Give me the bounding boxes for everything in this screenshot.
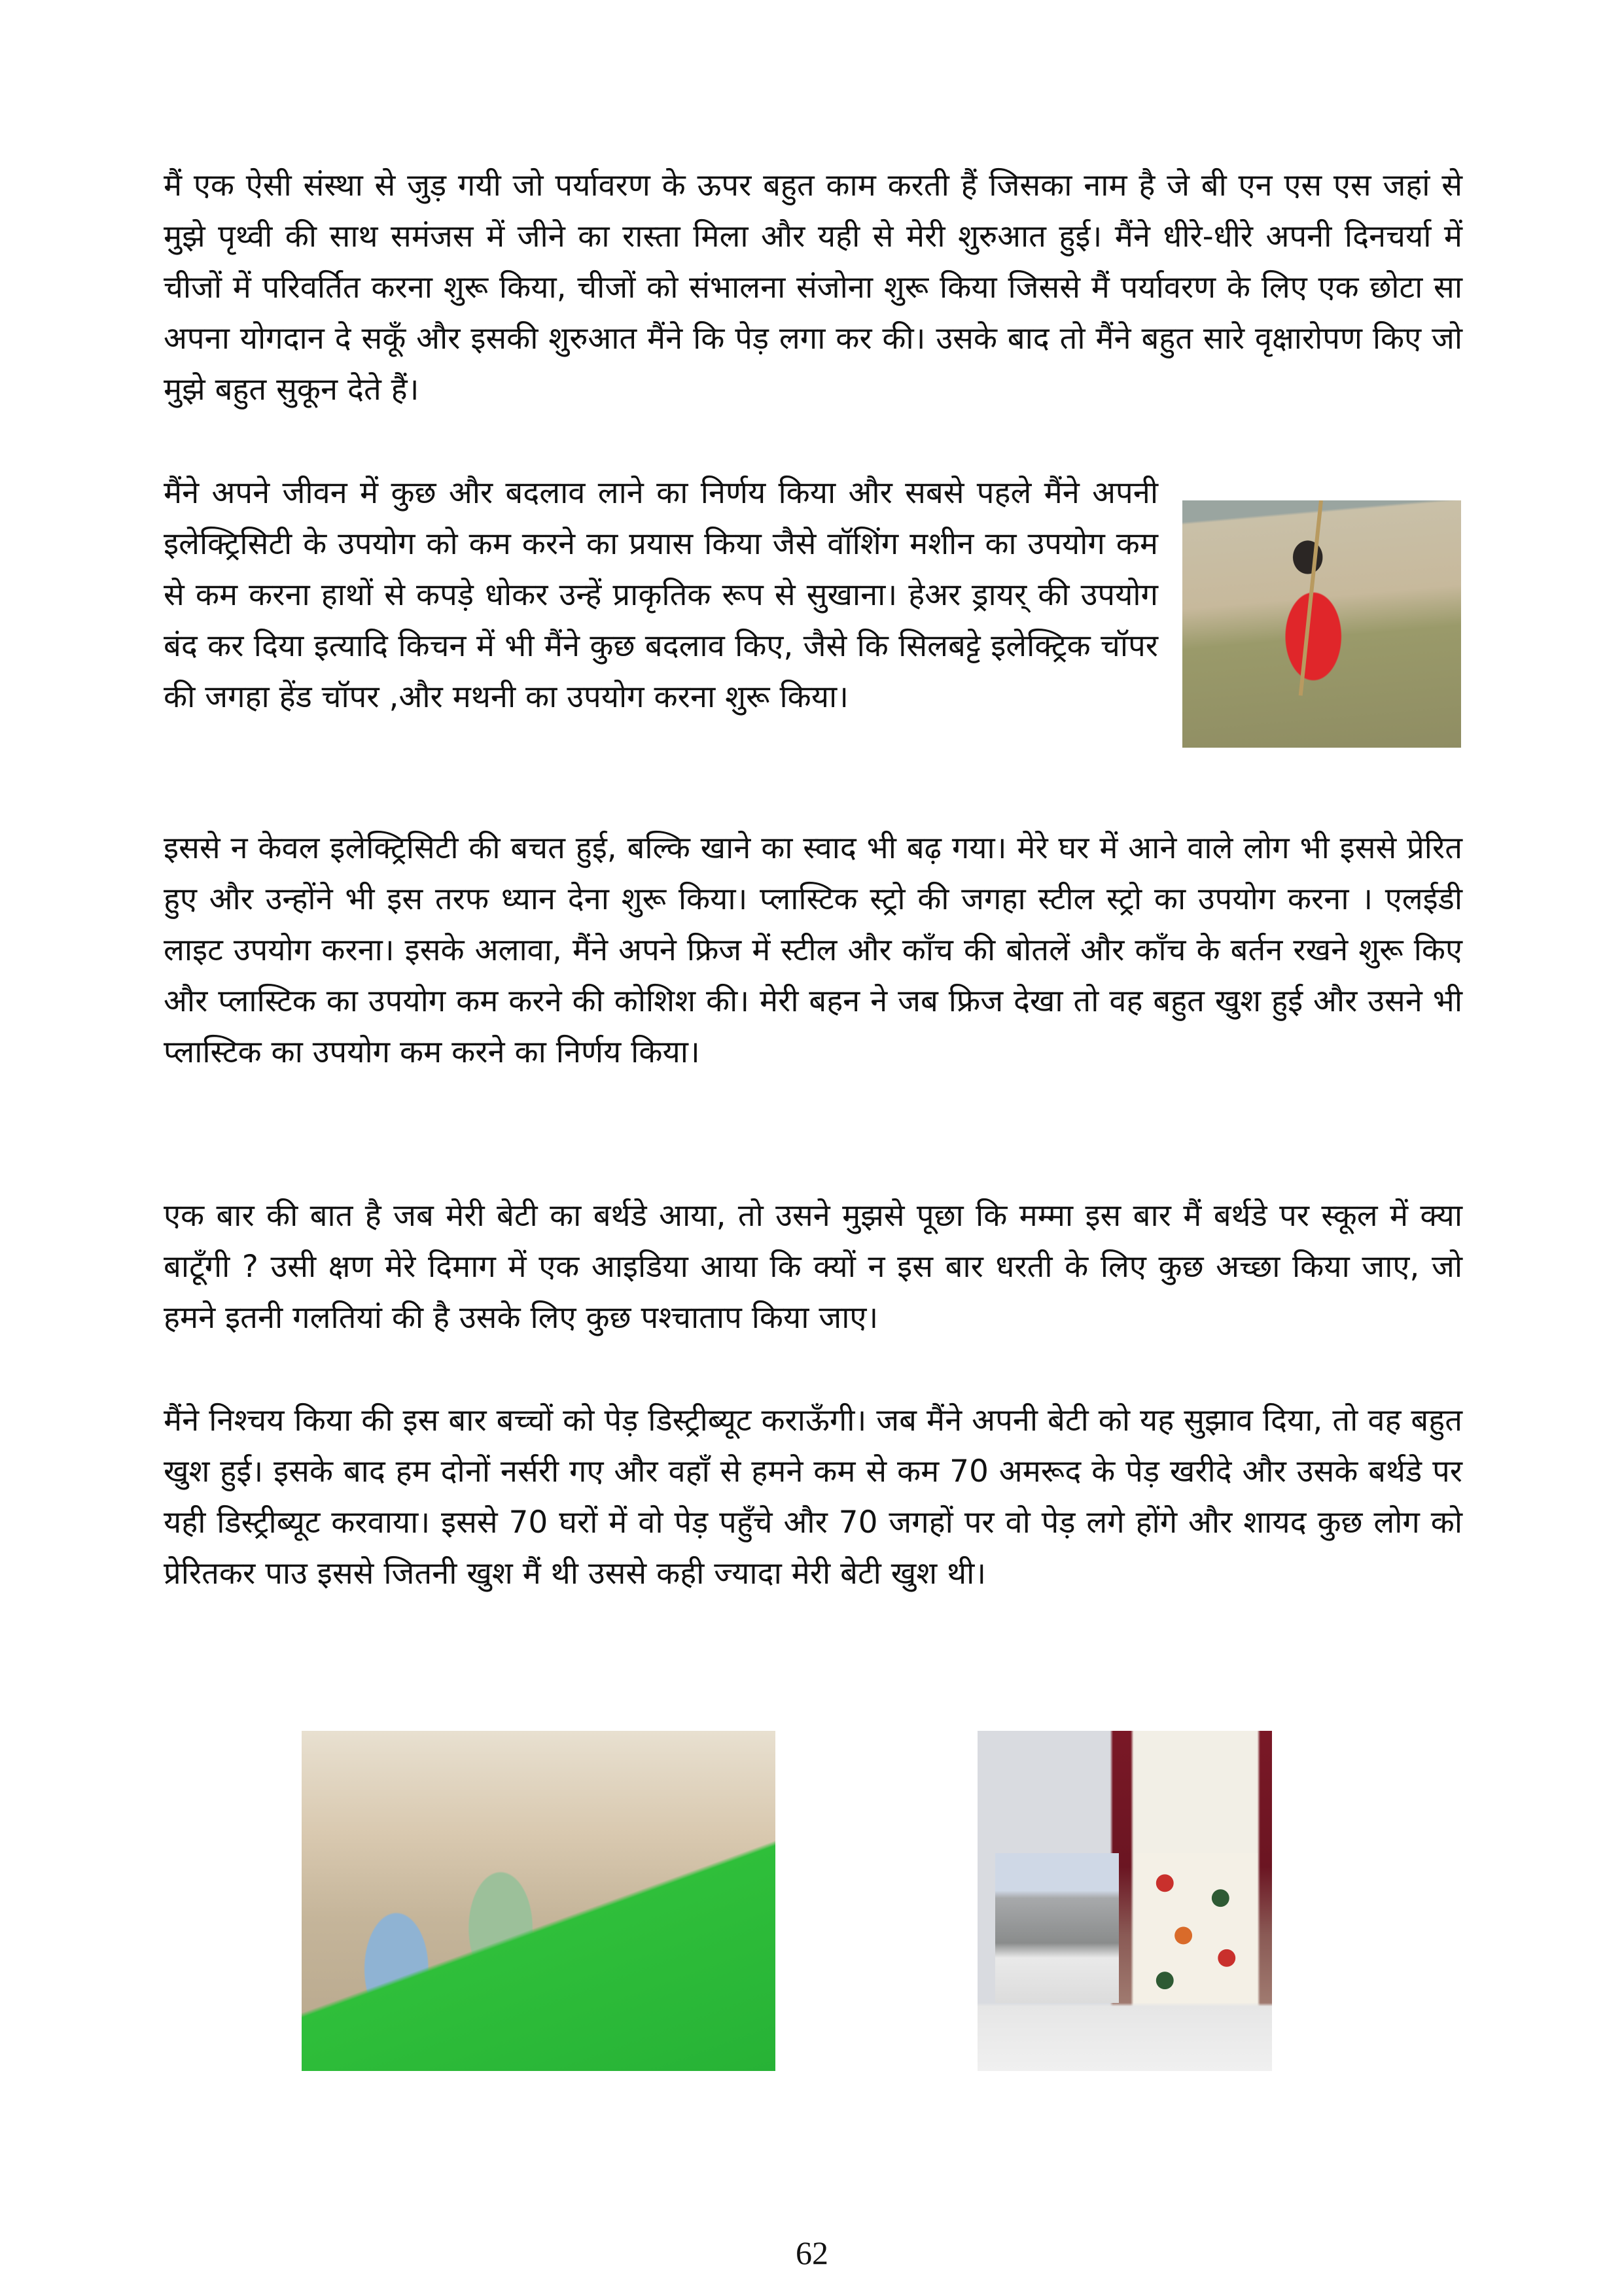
sapling-stick [1298, 500, 1322, 696]
page-number: 62 [796, 2235, 828, 2271]
paragraph-5: मैंने निश्चय किया की इस बार बच्चों को पेड़ डिस्ट्रीब्यूट कराऊँगी। जब मैंने अपनी बेटी को यह सुझाव दिया, तो वह बहुत खुश हुई। इसके बाद हम दोनों नर्सरी गए और वहाँ से हमने कम से कम 70 अमरूद के पेड़ खरीदे और उसके बर्थडे पर यही डिस्ट्रीब्यूट करवाया। इससे 70 घरों में वो पेड़ पहुँचे और 70 जगहों पर वो पेड़ लगे होंगे और शायद कुछ लोग को प्रेरितकर पाउ इससे जितनी खुश मैं थी उससे कही ज्यादा मेरी बेटी खुश थी। [164, 1402, 1462, 1592]
paragraph-2: मैंने अपने जीवन में कुछ और बदलाव लाने का निर्णय किया और सबसे पहले मैंने अपनी इलेक्ट्रिसिटी के उपयोग को कम करने का प्रयास किया जैसे वॉशिंग मशीन का उपयोग कम से कम करना हाथों से कपड़े धोकर उन्हें प्राकृतिक रूप से सुखाना। हेअर ड्रायर् की उपयोग बंद कर दिया इत्यादि किचन में भी मैंने कुछ बदलाव किए, जैसे कि सिलबट्टे इलेक्ट्रिक चॉपर की जगहा हेंड चॉपर ,और मथनी का उपयोग करना शुरू किया। [164, 475, 1158, 715]
paragraph-4: एक बार की बात है जब मेरी बेटी का बर्थडे आया, तो उसने मुझसे पूछा कि मम्मा इस बार मैं बर्थडे पर स्कूल में क्या बाटूँगी ? उसी क्षण मेरे दिमाग में एक आइडिया आया कि क्यों न इस बार धरती के लिए कुछ अच्छा किया जाए, जो हमने इतनी गलतियां की है उसके लिए कुछ पश्चाताप किया जाए। [164, 1198, 1462, 1336]
paper-bags-photo [978, 1731, 1272, 2071]
newspaper-bag [995, 1853, 1119, 2003]
planting-photo [1182, 500, 1461, 748]
paragraph-3: इससे न केवल इलेक्ट्रिसिटी की बचत हुई, बल्कि खाने का स्वाद भी बढ़ गया। मेरे घर में आने वाले लोग भी इससे प्रेरित हुए और उन्होंने भी इस तरफ ध्यान देना शुरू किया। प्लास्टिक स्ट्रो की जगहा स्टील स्ट्रो का उपयोग करना । एलईडी लाइट उपयोग करना। इसके अलावा, मैंने अपने फ्रिज में स्टील और काँच की बोतलें और काँच के बर्तन रखने शुरू किए और प्लास्टिक का उपयोग कम करने की कोशिश की। मेरी बहन ने जब फ्रिज देखा तो वह बहुत खुश हुई और उसने भी प्लास्टिक का उपयोग कम करने का निर्णय किया। [164, 830, 1462, 1070]
patterned-bag [1134, 1853, 1258, 2003]
classroom-photo [302, 1731, 775, 2071]
paragraph-1: मैं एक ऐसी संस्था से जुड़ गयी जो पर्यावरण के ऊपर बहुत काम करती हैं जिसका नाम है जे बी एन एस एस जहां से मुझे पृथ्वी की साथ समंजस में जीने का रास्ता मिला और यही से मेरी शुरुआत हुई। मैंने धीरे-धीरे अपनी दिनचर्या में चीजों में परिवर्तित करना शुरू किया, चीजों को संभालना संजोना शुरू किया जिससे मैं पर्यावरण के लिए एक छोटा सा अपना योगदान दे सकूँ और इसकी शुरुआत मैंने कि पेड़ लगा कर की। उसके बाद तो मैंने बहुत सारे वृक्षारोपण किए जो मुझे बहुत सुकून देते हैं। [164, 167, 1462, 408]
